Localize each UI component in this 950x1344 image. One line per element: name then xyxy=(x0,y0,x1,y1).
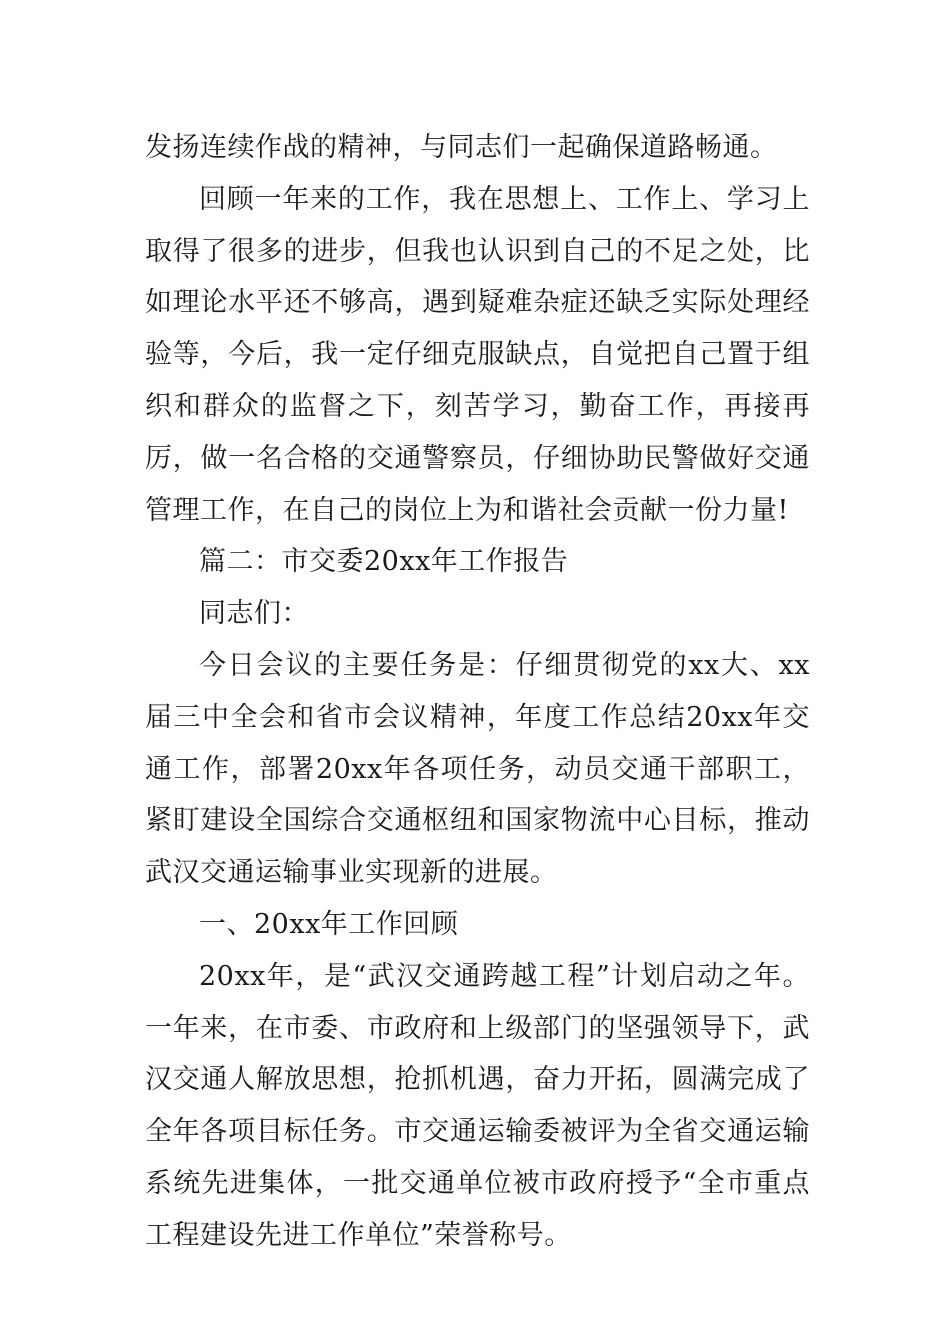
paragraph-review: 回顾一年来的工作，我在思想上、工作上、学习上取得了很多的进步，但我也认识到自己的不足之处，比如理论水平还不够高，遇到疑难杂症还缺乏实际处理经验等，今后，我一定仔细克服缺点，自觉把自己置于组织和群众的监督之下，刻苦学习，勤奋工作，再接再厉，做一名合格的交通警察员，仔细协助民警做好交通管理工作，在自己的岗位上为和谐社会贡献一份力量! xyxy=(145,183,810,526)
document-body xyxy=(145,122,810,1262)
section-heading-part-two: 篇二：市交委20xx年工作报告 xyxy=(199,546,569,578)
paragraph-meeting-tasks: 今日会议的主要任务是：仔细贯彻党的xx大、xx届三中全会和省市会议精神，年度工作总结20xx年交通工作，部署20xx年各项任务，动员交通干部职工，紧盯建设全国综合交通枢纽和国家物流中心目标，推动武汉交通运输事业实现新的进展。 xyxy=(145,649,810,889)
salutation: 同志们： xyxy=(199,598,309,630)
paragraph-year-summary: 20xx年，是“武汉交通跨越工程”计划启动之年。一年来，在市委、市政府和上级部门的坚强领导下，武汉交通人解放思想，抢抓机遇，奋力开拓，圆满完成了全年各项目标任务。市交通运输委被评为全省交通运输系统先进集体，一批交通单位被市政府授予“全市重点工程建设先进工作单位”荣誉称号。 xyxy=(145,960,810,1251)
section-heading-review: 一、20xx年工作回顾 xyxy=(199,908,459,940)
paragraph-continuation: 发扬连续作战的精神，与同志们一起确保道路畅通。 xyxy=(145,132,778,163)
